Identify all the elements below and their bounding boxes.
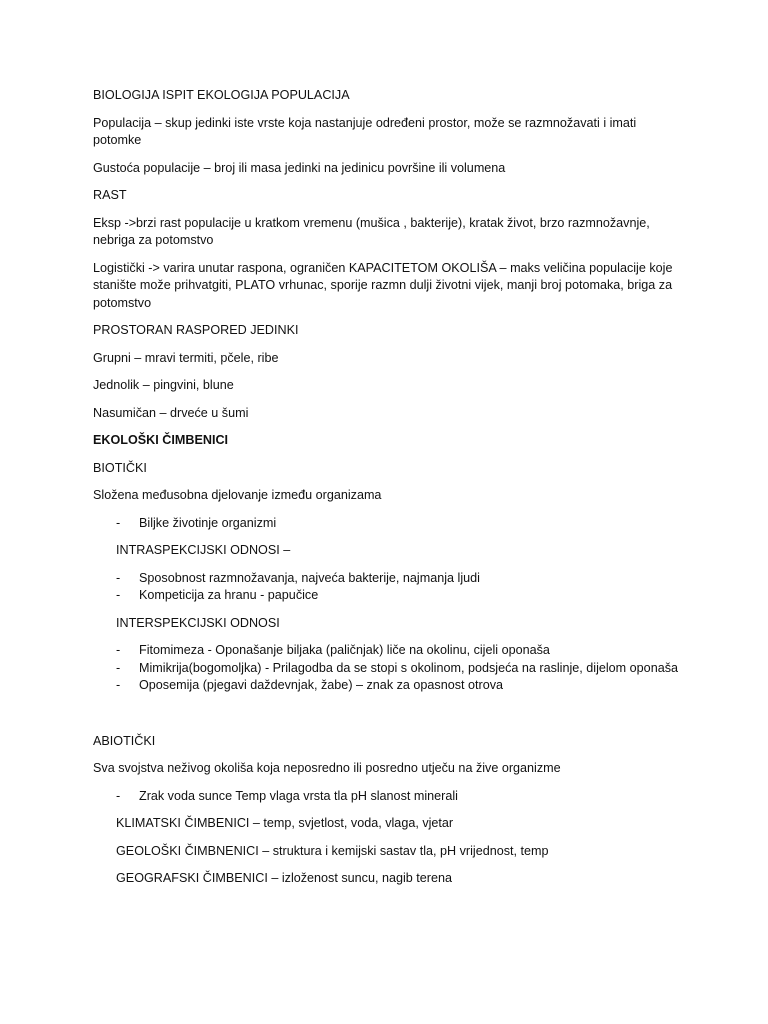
heading-bioticki: BIOTIČKI — [93, 460, 147, 475]
paragraph-gustoca: Gustoća populacije – broj ili masa jedinki na jedinicu površine ili volumena — [93, 160, 506, 175]
dash-bullet: - — [116, 660, 121, 675]
paragraph-slozena: Složena međusobna djelovanje između organizama — [93, 488, 382, 502]
paragraph-eksp: Eksp ->brzi rast populacije u kratkom vremenu (mušica , bakterije), kratak život, brzo razmnožavnje, nebriga za potomstvo — [93, 215, 650, 247]
document-body — [93, 87, 683, 898]
intraspekcijski-list — [93, 570, 683, 605]
paragraph-jednolik: Jednolik – pingvini, blune — [93, 378, 234, 392]
heading-ekoloski-cimbenici: EKOLOŠKI ČIMBENICI — [93, 433, 229, 447]
paragraph-klimatski: KLIMATSKI ČIMBENICI – temp, svjetlost, voda, vlaga, vjetar — [116, 816, 454, 830]
paragraph-logisticki: Logistički -> varira unutar raspona, ograničen KAPACITETOM OKOLIŠA – maks veličina populacije koje stanište može prihvatgiti, PLATO vrhunac, sporije razmn dulji životni vijek, manji broj potomaka, briga za potomstvo — [93, 260, 673, 310]
list-item-text: Mimikrija(bogomoljka) - Prilagodba da se stopi s okolinom, podsjeća na raslinje, dijelom oponaša — [139, 660, 678, 675]
dash-bullet: - — [116, 588, 121, 602]
spacer — [93, 705, 683, 733]
list-item — [93, 642, 683, 660]
list-item-text: Biljke životinje organizmi — [139, 515, 277, 530]
list-item — [93, 660, 683, 678]
bioticki-list — [93, 515, 683, 533]
heading-abioticki: ABIOTIČKI — [93, 733, 156, 748]
paragraph-grupni: Grupni – mravi termiti, pčele, ribe — [93, 350, 279, 365]
dash-bullet: - — [116, 570, 121, 585]
list-item-text: Fitomimeza - Oponašanje biljaka (paličnjak) liče na okolinu, cijeli oponaša — [139, 643, 550, 657]
list-item-text: Sposobnost razmnožavanja, najveća bakterije, najmanja ljudi — [139, 570, 480, 585]
list-item — [93, 587, 683, 605]
dash-bullet: - — [116, 643, 121, 657]
list-item-text: Oposemija (pjegavi daždevnjak, žabe) – znak za opasnost otrova — [139, 678, 504, 692]
list-item — [93, 788, 683, 806]
document-title: BIOLOGIJA ISPIT EKOLOGIJA POPULACIJA — [93, 88, 350, 102]
list-item-text: Kompeticija za hranu - papučice — [139, 588, 319, 602]
paragraph-geografski: GEOGRAFSKI ČIMBENICI – izloženost suncu, nagib terena — [116, 871, 452, 885]
heading-prostoran-raspored: PROSTORAN RASPORED JEDINKI — [93, 323, 299, 337]
paragraph-populacija: Populacija – skup jedinki iste vrste koja nastanjuje određeni prostor, može se razmnožavati i imati potomke — [93, 115, 637, 147]
list-item — [93, 570, 683, 588]
dash-bullet: - — [116, 515, 121, 530]
paragraph-nasumican: Nasumičan – drveće u šumi — [93, 405, 249, 420]
heading-rast: RAST — [93, 188, 127, 202]
paragraph-sva-svojstva: Sva svojstva neživog okoliša koja neposredno ili posredno utječu na žive organizme — [93, 761, 561, 775]
list-item — [93, 515, 683, 533]
abioticki-list — [93, 788, 683, 806]
interspekcijski-list — [93, 642, 683, 695]
heading-intraspekcijski: INTRASPEKCIJSKI ODNOSI – — [116, 543, 291, 557]
dash-bullet: - — [116, 678, 121, 692]
dash-bullet: - — [116, 788, 121, 803]
heading-interspekcijski: INTERSPEKCIJSKI ODNOSI — [116, 615, 280, 630]
paragraph-geoloski: GEOLOŠKI ČIMBNENICI – struktura i kemijski sastav tla, pH vrijednost, temp — [116, 843, 549, 858]
list-item — [93, 677, 683, 695]
list-item-text: Zrak voda sunce Temp vlaga vrsta tla pH slanost minerali — [139, 788, 458, 803]
